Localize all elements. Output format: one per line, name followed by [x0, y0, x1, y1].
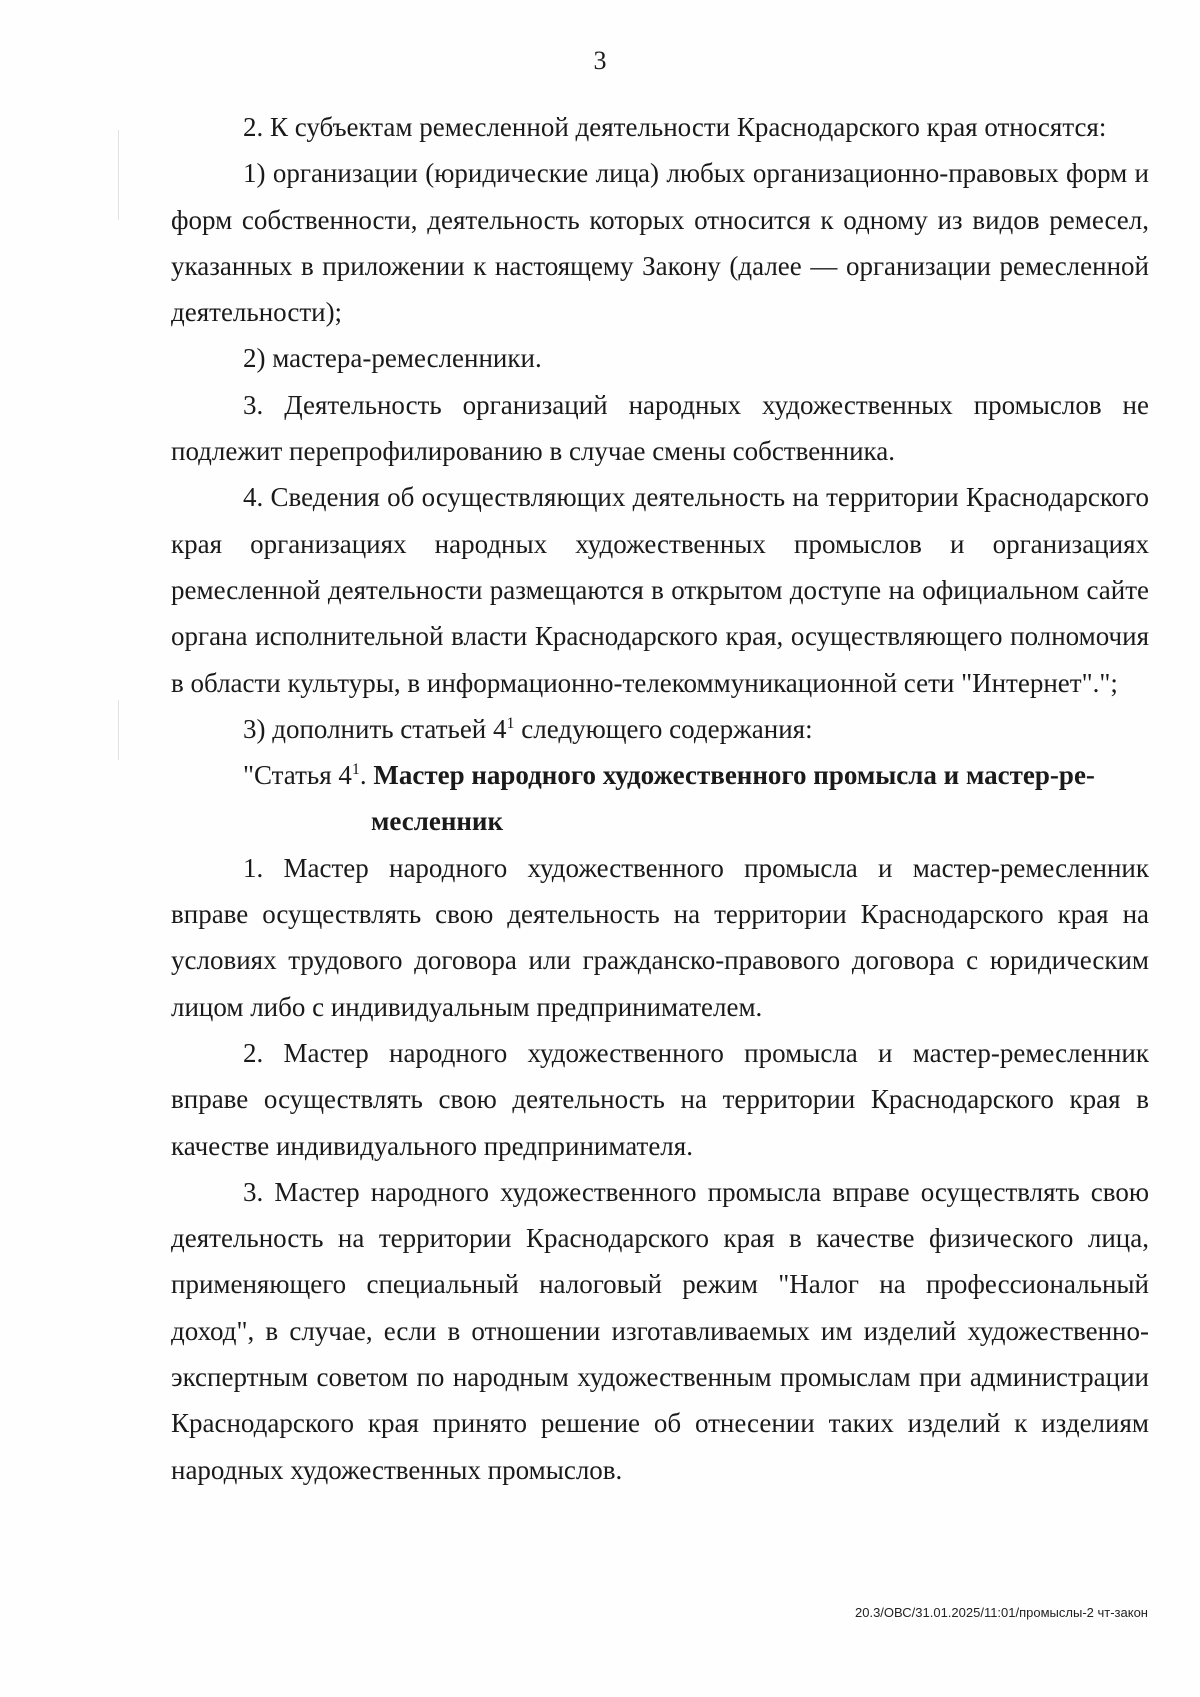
paragraph: 4. Сведения об осуществляющих деятельность на территории Краснодарского края организациях народных художественных промыслов и организациях ремесленной деятельности размещаются в открытом доступе на официальном сайте органа исполнительной власти Краснодарского края, осуществляющего полномочия в области культуры, в информационно-телекоммуникационной сети "Интернет"."; — [171, 482, 1149, 698]
superscript: 1 — [506, 714, 515, 732]
page-number: 3 — [593, 46, 607, 75]
document-footer: 20.3/ОВС/31.01.2025/11:01/промыслы-2 чт-закон — [855, 1605, 1148, 1620]
superscript: 1 — [351, 761, 360, 779]
amendment-text: 3) дополнить статьей 4 — [243, 713, 507, 744]
paragraph: 2. Мастер народного художественного промысла и мастер-ремесленник вправе осуществлять свою деятельность на территории Краснодарского края в качестве индивидуального предпринимателя. — [171, 1037, 1149, 1161]
article-title: Мастер народного художественного промысла и мастер-ре- — [373, 760, 1095, 791]
paragraph: 3. Мастер народного художественного промысла вправе осуществлять свою деятельность на территории Краснодарского края в качестве физического лица, применяющего специальный налоговый режим "Налог на профессиональный доход", в случае, если в отношении изготавливаемых им изделий художественно-экспертным советом по народным художественным промыслам при администрации Краснодарского края принято решение об отнесении таких изделий к изделиям народных художественных промыслов. — [171, 1176, 1149, 1485]
article-heading — [171, 752, 1149, 845]
article-title-continued: месленник — [371, 806, 504, 837]
document-body — [171, 104, 1149, 1493]
scan-margin-mark — [118, 700, 119, 760]
paragraph: 1. Мастер народного художественного промысла и мастер-ремесленник вправе осуществлять свою деятельность на территории Краснодарского края на условиях трудового договора или гражданско-правового договора с юридическим лицом либо с индивидуальным предпринимателем. — [171, 852, 1149, 1022]
article-number: "Статья 4 — [243, 760, 352, 791]
article-dot: . — [359, 760, 374, 791]
paragraph: 3. Деятельность организаций народных художественных промыслов не подлежит перепрофилированию в случае смены собственника. — [171, 389, 1149, 467]
amendment-instruction — [171, 706, 1149, 752]
amendment-text: следующего содержания: — [514, 713, 813, 744]
paragraph: 2. К субъектам ремесленной деятельности Краснодарского края относятся: — [243, 112, 1107, 142]
paragraph: 1) организации (юридические лица) любых организационно-правовых форм и форм собственности, деятельность которых относится к одному из видов ремесел, указанных в приложении к настоящему Закону (далее — организации ремесленной деятельности); — [171, 158, 1149, 328]
scan-margin-mark — [118, 130, 119, 220]
paragraph: 2) мастера-ремесленники. — [243, 343, 542, 374]
